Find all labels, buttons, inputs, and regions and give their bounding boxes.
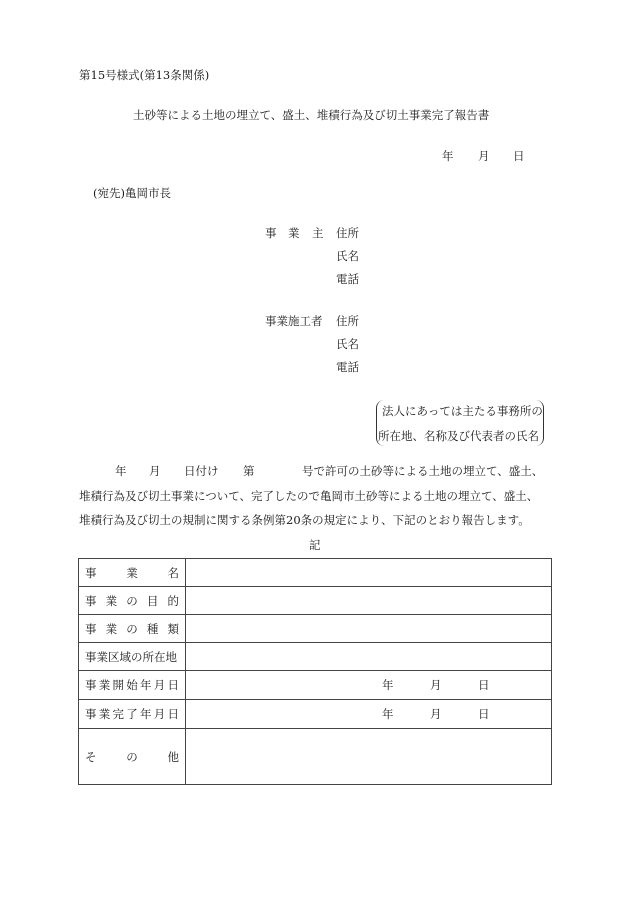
addressee: (宛先)亀岡市長 <box>93 186 171 200</box>
table-row <box>79 700 552 729</box>
table-row <box>79 615 552 643</box>
body-day-suffix: 日付け <box>184 464 219 478</box>
label-char: 月 <box>153 678 166 692</box>
start-date-value[interactable] <box>186 671 552 700</box>
label-char: の <box>126 749 138 764</box>
table-row <box>79 643 552 671</box>
other-value[interactable] <box>186 729 552 785</box>
label-char: 事業区域の所在地 <box>85 649 177 664</box>
contractor-address-label: 住所 <box>336 314 359 328</box>
label-char: 事 <box>85 593 97 608</box>
table-row <box>79 729 552 785</box>
label-char: 業 <box>105 621 118 636</box>
label-char: 開 <box>112 678 124 692</box>
label-char: の <box>126 621 138 636</box>
business-name-value[interactable] <box>186 559 552 587</box>
completion-date-day: 日 <box>478 707 490 721</box>
contractor-phone-label: 電話 <box>336 360 359 374</box>
corporate-note-line1: 法人にあっては主たる事務所の <box>382 404 543 418</box>
completion-date-year: 年 <box>382 707 394 721</box>
ki-heading: 記 <box>309 538 321 552</box>
label-char: 事 <box>85 565 97 580</box>
body-year: 年 <box>115 464 127 478</box>
start-date-year: 年 <box>382 678 394 692</box>
label-char: 年 <box>140 707 152 721</box>
label-char: 事 <box>85 678 97 692</box>
operator-label-char: 主 <box>312 226 324 240</box>
label-char: 業 <box>126 565 138 580</box>
label-char: 名 <box>167 565 179 580</box>
row-label <box>79 559 186 587</box>
corporate-note-line2: 所在地、名称及び代表者の氏名 <box>378 429 539 443</box>
row-label <box>79 700 186 729</box>
label-char: 完 <box>112 707 124 721</box>
label-char: 事 <box>85 621 97 636</box>
body-month: 月 <box>149 464 161 478</box>
business-type-value[interactable] <box>186 615 552 643</box>
label-char: 業 <box>105 593 118 608</box>
record-table <box>78 558 552 785</box>
label-char: 日 <box>167 678 179 692</box>
label-char: 的 <box>167 593 179 608</box>
label-char: 了 <box>126 707 138 721</box>
form-number: 第15号様式(第13条関係) <box>79 68 210 82</box>
body-line3: 堆積行為及び切土の規制に関する条例第20条の規定により、下記のとおり報告します。 <box>79 513 530 527</box>
label-char: 日 <box>167 707 179 721</box>
operator-address-label: 住所 <box>336 226 359 240</box>
row-label <box>79 671 186 700</box>
start-date-day: 日 <box>478 678 490 692</box>
row-label <box>79 643 186 671</box>
body-line2: 堆積行為及び切土事業について、完了したので亀岡市土砂等による土地の埋立て、盛土、 <box>79 489 539 503</box>
label-char: 類 <box>167 621 179 636</box>
label-char: 業 <box>98 707 111 721</box>
label-char: 年 <box>140 678 152 692</box>
completion-date-value[interactable] <box>186 700 552 729</box>
body-dai: 第 <box>243 464 255 478</box>
table-row <box>79 587 552 615</box>
label-char: そ <box>85 749 97 764</box>
label-char: 事 <box>85 707 97 721</box>
date-day: 日 <box>513 149 525 163</box>
table-row <box>79 671 552 700</box>
label-char: 目 <box>146 593 159 608</box>
label-char: の <box>126 593 138 608</box>
document-title: 土砂等による土地の埋立て、盛土、堆積行為及び切土事業完了報告書 <box>133 108 490 122</box>
date-year: 年 <box>442 149 454 163</box>
row-label <box>79 587 186 615</box>
contractor-name-label: 氏名 <box>336 337 359 351</box>
label-char: 始 <box>126 678 138 692</box>
label-char: 他 <box>167 749 179 764</box>
date-month: 月 <box>478 149 490 163</box>
body-line1-rest: 号で許可の土砂等による土地の埋立て、盛土、 <box>302 464 544 478</box>
label-char: 種 <box>146 621 159 636</box>
label-char: 業 <box>98 678 111 692</box>
table-row <box>79 559 552 587</box>
start-date-month: 月 <box>430 678 442 692</box>
business-area-location-value[interactable] <box>186 643 552 671</box>
row-label <box>79 729 186 785</box>
operator-label-char: 事 <box>265 226 277 240</box>
operator-label-char: 業 <box>288 226 300 240</box>
business-purpose-value[interactable] <box>186 587 552 615</box>
operator-name-label: 氏名 <box>336 249 359 263</box>
completion-date-month: 月 <box>430 707 442 721</box>
operator-phone-label: 電話 <box>336 272 359 286</box>
row-label <box>79 615 186 643</box>
contractor-label: 事業施工者 <box>265 314 323 328</box>
label-char: 月 <box>153 707 166 721</box>
